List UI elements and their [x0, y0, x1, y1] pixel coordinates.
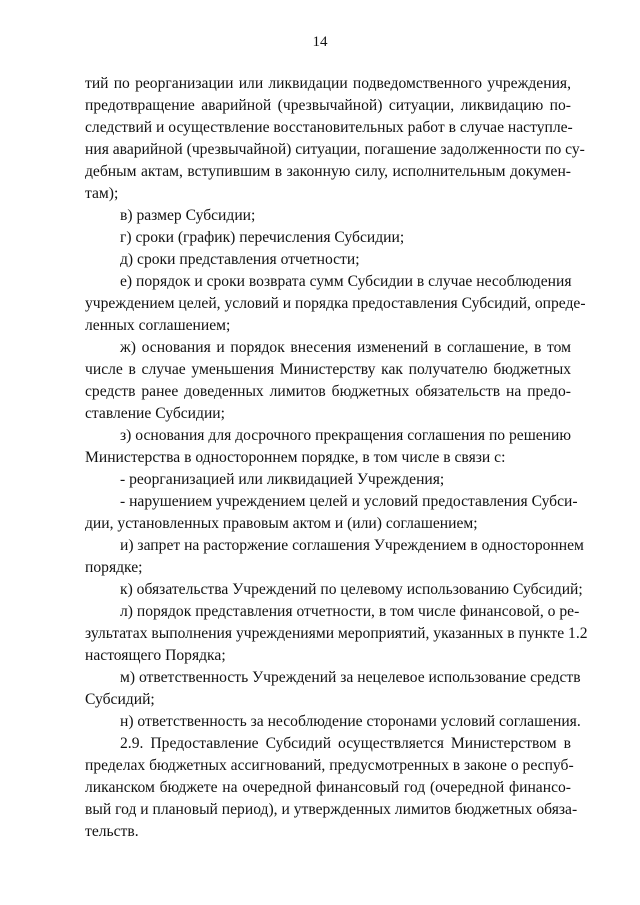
text-line: учреждением целей, условий и порядка предоставления Субсидий, опреде- [85, 295, 586, 312]
paragraph [85, 535, 584, 579]
paragraph [85, 469, 571, 491]
text-line: следствий и осуществление восстановительных работ в случае наступле- [85, 119, 573, 136]
text-line: е) порядок и сроки возврата сумм Субсидии в случае несоблюдения [120, 273, 572, 290]
text-line: пределах бюджетных ассигнований, предусмотренных в законе о респуб- [85, 757, 574, 774]
text-line: порядке; [85, 559, 143, 576]
paragraph [85, 73, 585, 205]
text-line: тельств. [85, 823, 139, 840]
paragraph [85, 711, 581, 733]
text-line: - реорганизацией или ликвидацией Учреждения; [120, 471, 445, 488]
text-line: настоящего Порядка; [85, 647, 226, 664]
paragraph [85, 337, 571, 425]
text-line: н) ответственность за несоблюдение сторонами условий соглашения. [120, 713, 581, 730]
text-line: г) сроки (график) перечисления Субсидии; [120, 229, 405, 246]
text-line: и) запрет на расторжение соглашения Учреждением в одностороннем [120, 537, 584, 554]
text-line: дии, установленных правовым актом и (или) соглашением; [85, 515, 478, 532]
paragraph [85, 733, 578, 843]
text-line: ж) основания и порядок внесения изменений в соглашение, в том [120, 339, 571, 356]
text-line: д) сроки представления отчетности; [120, 251, 360, 268]
text-line: вый год и плановый период), и утвержденных лимитов бюджетных обяза- [85, 801, 578, 818]
text-line: ленных соглашением; [85, 317, 231, 334]
paragraph [85, 601, 588, 667]
text-line: числе в случае уменьшения Министерству как получателю бюджетных [85, 361, 571, 378]
paragraph [85, 205, 571, 227]
paragraph [85, 227, 571, 249]
text-line: предотвращение аварийной (чрезвычайной) ситуации, ликвидацию по- [85, 97, 571, 114]
text-line: дебным актам, вступившим в законную силу, исполнительным докумен- [85, 163, 571, 180]
text-line: - нарушением учреждением целей и условий предоставления Субси- [120, 493, 578, 510]
paragraph [85, 667, 581, 711]
text-line: Министерства в одностороннем порядке, в том числе в связи с: [85, 449, 506, 466]
text-line: ставление Субсидии; [85, 405, 225, 422]
text-line: средств ранее доведенных лимитов бюджетных обязательств на предо- [85, 383, 571, 400]
paragraph [85, 271, 586, 337]
paragraph [85, 491, 578, 535]
text-line: к) обязательства Учреждений по целевому использованию Субсидий; [120, 581, 583, 598]
document-body [85, 73, 588, 843]
text-line: 2.9. Предоставление Субсидий осуществляется Министерством в [120, 735, 571, 752]
text-line: зультатах выполнения учреждениями мероприятий, указанных в пункте 1.2 [85, 625, 588, 642]
text-line: ликанском бюджете на очередной финансовый год (очередной финансо- [85, 779, 571, 796]
text-line: там); [85, 185, 119, 202]
text-line: тий по реорганизации или ликвидации подведомственного учреждения, [85, 75, 571, 92]
page-number: 14 [312, 34, 328, 50]
text-line: м) ответственность Учреждений за нецелевое использование средств [120, 669, 581, 686]
text-line: з) основания для досрочного прекращения соглашения по решению [120, 427, 571, 444]
text-line: ния аварийной (чрезвычайной) ситуации, погашение задолженности по су- [85, 141, 585, 158]
paragraph [85, 249, 571, 271]
paragraph [85, 425, 571, 469]
text-line: Субсидий; [85, 691, 155, 708]
paragraph [85, 579, 583, 601]
text-line: в) размер Субсидии; [120, 207, 256, 224]
text-line: л) порядок представления отчетности, в том числе финансовой, о ре- [120, 603, 580, 620]
